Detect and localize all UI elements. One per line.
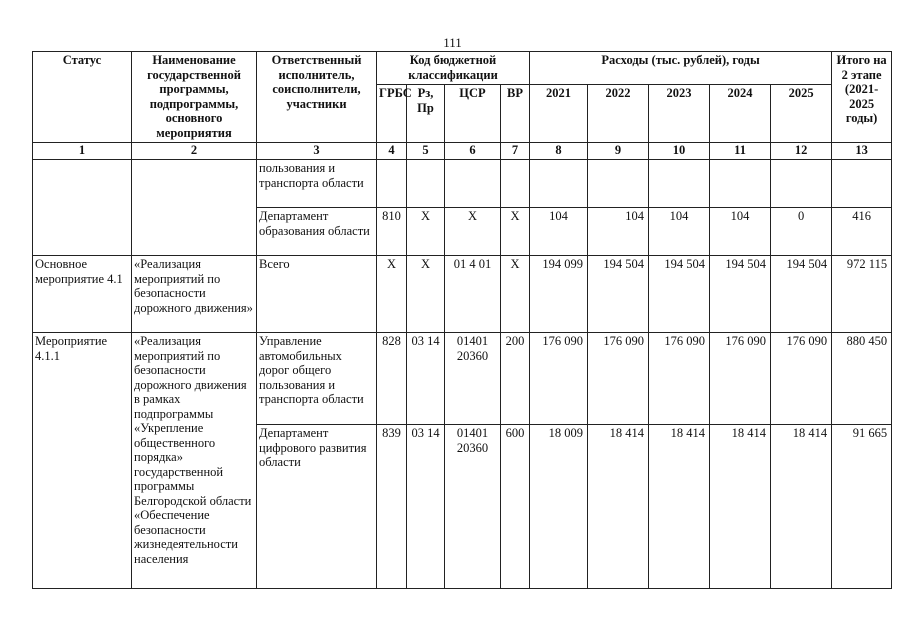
header-year-2022: 2022 [588,85,649,143]
cell-vr [501,160,530,208]
cell-executor: Департамент цифрового развития области [257,425,377,589]
cell-2022: 18 414 [588,425,649,589]
table-row [33,256,892,333]
cell-vr: 200 [501,333,530,425]
cell-status [33,160,132,256]
cell-vr: 600 [501,425,530,589]
cell-status: Мероприятие 4.1.1 [33,333,132,589]
header-executor: Ответственный исполнитель, соисполнители, участники [257,52,377,143]
cell-rz: Х [407,208,445,256]
cell-2025: 176 090 [771,333,832,425]
header-status: Статус [33,52,132,143]
column-number-row [33,143,892,160]
col-number: 2 [132,143,257,160]
col-number: 11 [710,143,771,160]
budget-table [32,51,892,589]
cell-2021: 18 009 [530,425,588,589]
cell-2023: 18 414 [649,425,710,589]
cell-2025: 0 [771,208,832,256]
cell-2021: 176 090 [530,333,588,425]
cell-executor: Всего [257,256,377,333]
cell-grbs: 839 [377,425,407,589]
col-number: 7 [501,143,530,160]
cell-csr: Х [445,208,501,256]
cell-name [132,160,257,256]
col-number: 9 [588,143,649,160]
cell-2021: 194 099 [530,256,588,333]
cell-2024 [710,160,771,208]
cell-rz: 03 14 [407,333,445,425]
cell-2025: 18 414 [771,425,832,589]
col-number: 3 [257,143,377,160]
cell-2024: 194 504 [710,256,771,333]
col-number: 1 [33,143,132,160]
col-number: 4 [377,143,407,160]
cell-total: 972 115 [832,256,892,333]
header-vr: ВР [501,85,530,143]
col-number: 6 [445,143,501,160]
cell-2023: 176 090 [649,333,710,425]
cell-rz: Х [407,256,445,333]
header-budget-code: Код бюджетной классификации [377,52,530,85]
cell-total [832,160,892,208]
cell-executor: Департамент образования области [257,208,377,256]
cell-name: «Реализация мероприятий по безопасности дорожного движения» [132,256,257,333]
cell-2023: 194 504 [649,256,710,333]
cell-2022: 194 504 [588,256,649,333]
cell-rz [407,160,445,208]
header-rz: Рз, Пр [407,85,445,143]
col-number: 5 [407,143,445,160]
cell-2024: 18 414 [710,425,771,589]
cell-grbs: Х [377,256,407,333]
cell-total: 880 450 [832,333,892,425]
cell-2025 [771,160,832,208]
cell-csr: 01401 20360 [445,333,501,425]
cell-name: «Реализация мероприятий по безопасности дорожного движения в рамках подпрограммы «Укрепление общественного порядка» государственной программы Белгородской области «Обеспечение безопасности жизнедеятельности населения [132,333,257,589]
cell-2023 [649,160,710,208]
cell-2024: 104 [710,208,771,256]
cell-total: 91 665 [832,425,892,589]
cell-2022 [588,160,649,208]
header-name: Наименование государственной программы, подпрограммы, основного мероприятия [132,52,257,143]
header-grbs: ГРБС [377,85,407,143]
cell-executor: Управление автомобильных дорог общего пользования и транспорта области [257,333,377,425]
table-row [33,333,892,425]
header-year-2024: 2024 [710,85,771,143]
cell-grbs: 810 [377,208,407,256]
cell-2023: 104 [649,208,710,256]
cell-2022: 104 [588,208,649,256]
cell-2021: 104 [530,208,588,256]
col-number: 12 [771,143,832,160]
table-row [33,160,892,208]
header-year-2023: 2023 [649,85,710,143]
col-number: 8 [530,143,588,160]
cell-vr: Х [501,208,530,256]
cell-rz: 03 14 [407,425,445,589]
cell-status: Основное мероприятие 4.1 [33,256,132,333]
cell-grbs [377,160,407,208]
cell-grbs: 828 [377,333,407,425]
header-total: Итого на 2 этапе (2021-2025 годы) [832,52,892,143]
cell-csr: 01 4 01 [445,256,501,333]
header-csr: ЦСР [445,85,501,143]
cell-total: 416 [832,208,892,256]
cell-2021 [530,160,588,208]
cell-2025: 194 504 [771,256,832,333]
header-year-2025: 2025 [771,85,832,143]
col-number: 13 [832,143,892,160]
cell-executor: пользования и транспорта области [257,160,377,208]
page-number: 111 [443,35,462,50]
cell-2024: 176 090 [710,333,771,425]
header-row-1 [33,52,892,85]
col-number: 10 [649,143,710,160]
header-expenses: Расходы (тыс. рублей), годы [530,52,832,85]
cell-vr: Х [501,256,530,333]
header-year-2021: 2021 [530,85,588,143]
cell-csr [445,160,501,208]
cell-csr: 01401 20360 [445,425,501,589]
cell-2022: 176 090 [588,333,649,425]
